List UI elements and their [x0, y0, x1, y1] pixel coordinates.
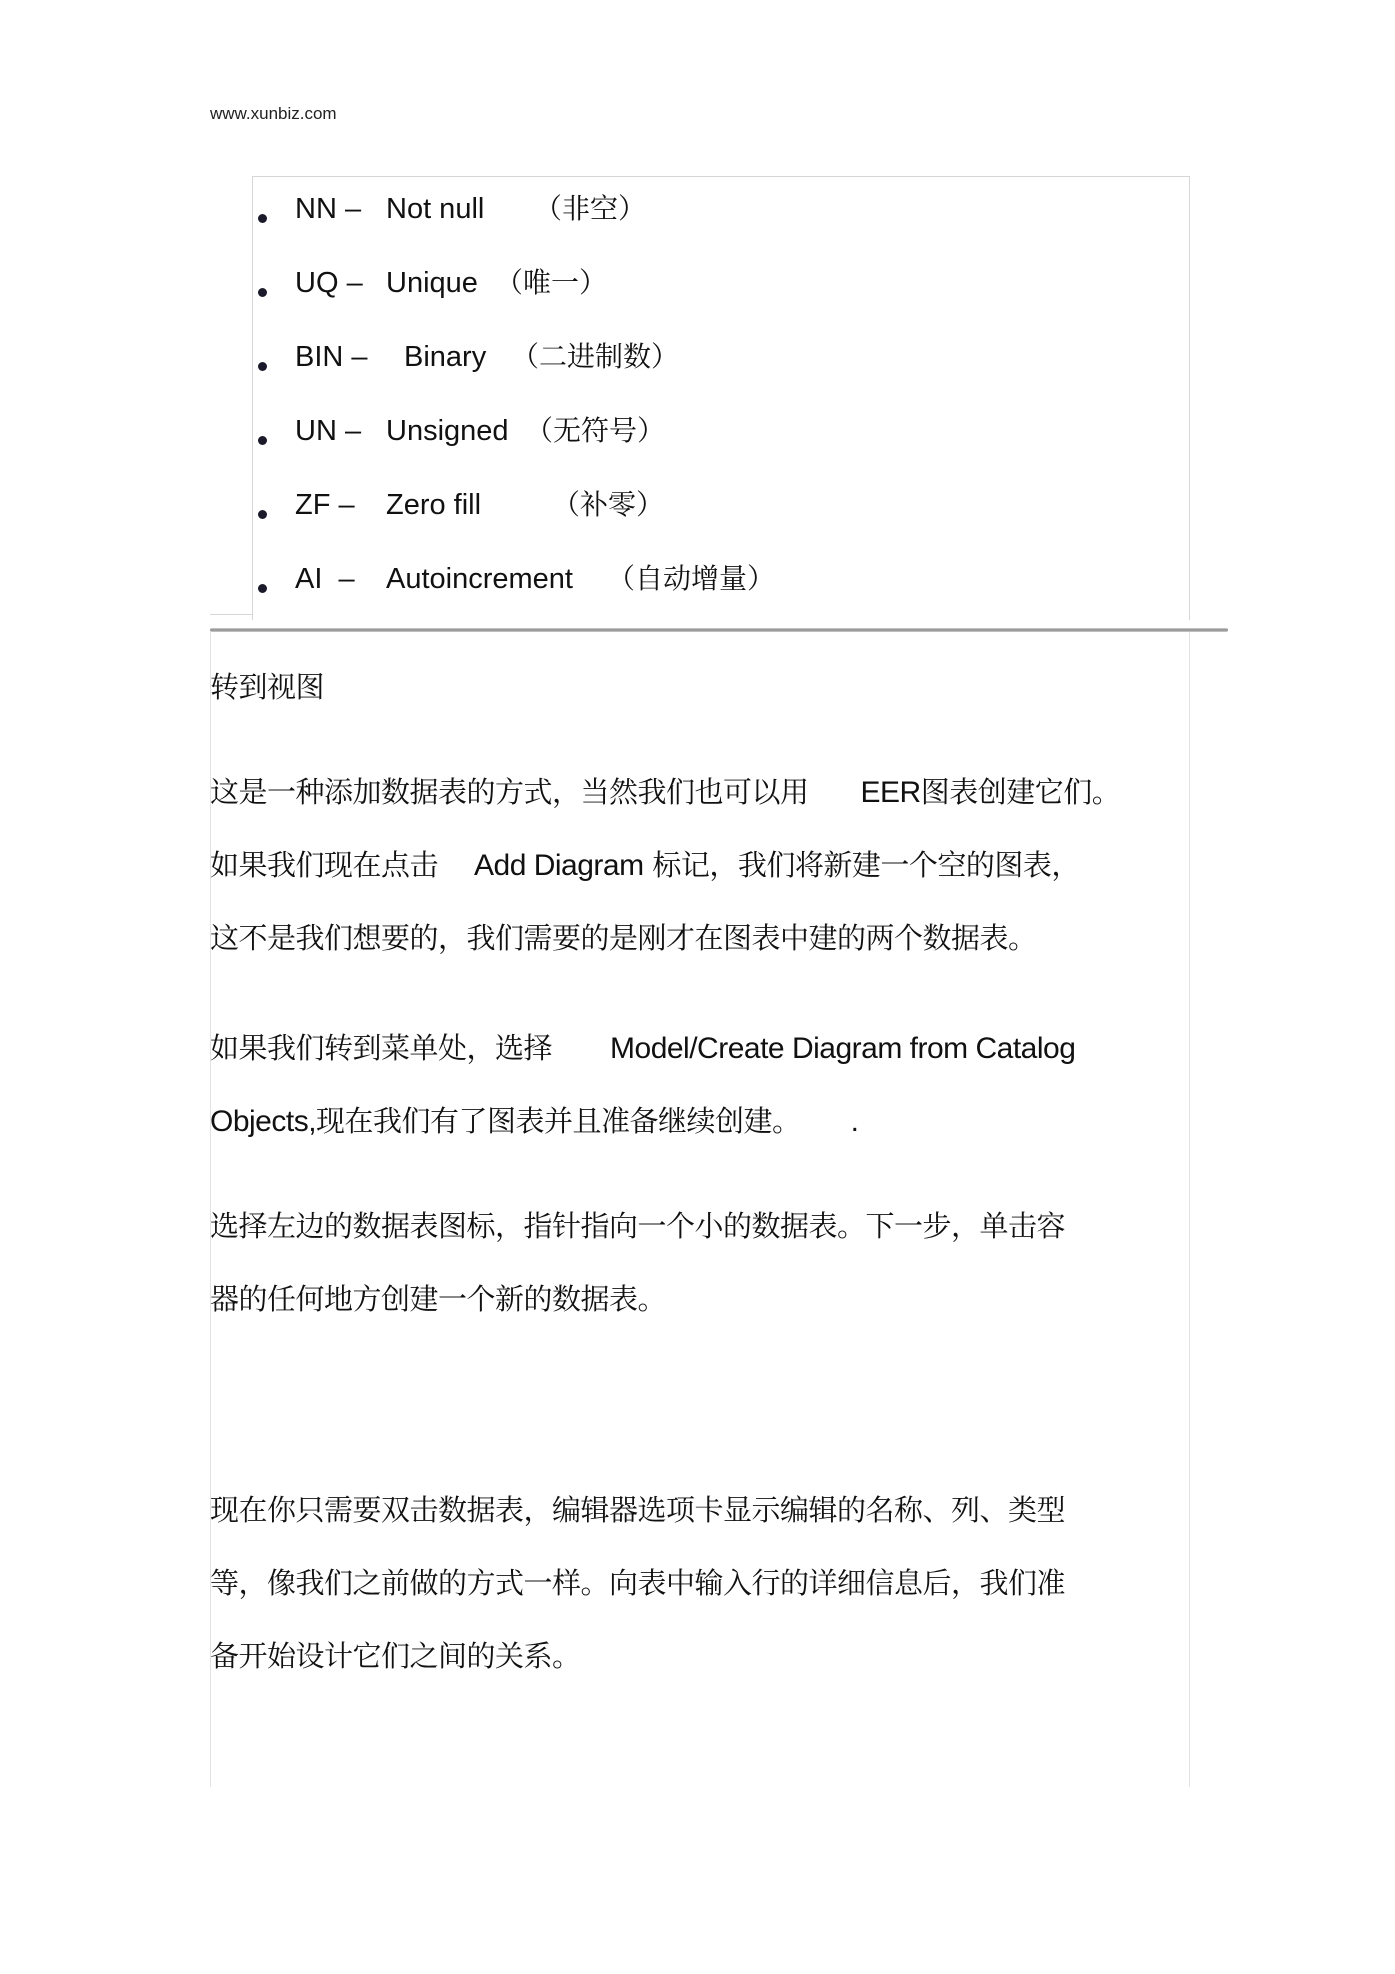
paragraph-line: Objects,现在我们有了图表并且准备继续创建。 . — [210, 1104, 859, 1138]
bullet-icon — [258, 288, 267, 297]
flag-abbr: UQ – — [295, 267, 363, 299]
site-url: www.xunbiz.com — [210, 104, 337, 123]
flag-abbr: BIN – — [295, 341, 368, 373]
paragraph-line: 等，像我们之前做的方式一样。向表中输入行的详细信息后，我们准 — [210, 1566, 1066, 1600]
paragraph-line: 这是一种添加数据表的方式，当然我们也可以用 EER图表创建它们。 — [210, 775, 1121, 809]
flag-description: （二进制数） — [511, 340, 680, 373]
flags-list-frame — [252, 176, 1190, 620]
flag-abbr: NN – — [295, 193, 362, 225]
flag-term: Binary — [404, 341, 487, 373]
paragraph-eer — [210, 756, 1170, 975]
paragraph-line: 如果我们现在点击 Add Diagram 标记，我们将新建一个空的图表， — [210, 848, 1080, 882]
paragraph-line: 备开始设计它们之间的关系。 — [210, 1639, 581, 1673]
flag-description: （唯一） — [495, 266, 608, 299]
paragraph-model-menu — [210, 1012, 1170, 1158]
bullet-icon — [258, 510, 267, 519]
paragraph-line: 器的任何地方创建一个新的数据表。 — [210, 1282, 667, 1316]
flag-term: Zero fill — [386, 489, 482, 521]
flag-term: Not null — [386, 193, 485, 225]
bullet-icon — [258, 584, 267, 593]
flag-abbr: UN – — [295, 415, 362, 447]
paragraph-editor — [210, 1474, 1170, 1693]
paragraph-line: 选择左边的数据表图标，指针指向一个小的数据表。下一步，单击容 — [210, 1209, 1066, 1243]
paragraph-line: 如果我们转到菜单处，选择 Model/Create Diagram from Catalog — [210, 1031, 1076, 1065]
section-title: 转到视图 — [210, 670, 325, 704]
flag-description: （自动增量） — [607, 562, 776, 595]
flag-abbr: AI – — [295, 563, 355, 595]
bullet-icon — [258, 214, 267, 223]
paragraph-line: 这不是我们想要的，我们需要的是刚才在图表中建的两个数据表。 — [210, 921, 1037, 955]
flag-term: Unsigned — [386, 415, 509, 447]
bullet-icon — [258, 362, 267, 371]
paragraph-line: 现在你只需要双击数据表，编辑器选项卡显示编辑的名称、列、类型 — [210, 1493, 1066, 1527]
flag-term: Autoincrement — [386, 563, 573, 595]
frame-stub-line — [210, 614, 252, 615]
flag-abbr: ZF – — [295, 489, 355, 521]
flag-description: （非空） — [534, 192, 647, 225]
flag-description: （补零） — [552, 488, 665, 521]
paragraph-table-tool — [210, 1190, 1170, 1336]
content-frame-right-line — [1189, 632, 1190, 1787]
flag-description: （无符号） — [525, 414, 666, 447]
section-divider — [210, 628, 1228, 632]
flag-term: Unique — [386, 267, 478, 299]
bullet-icon — [258, 436, 267, 445]
